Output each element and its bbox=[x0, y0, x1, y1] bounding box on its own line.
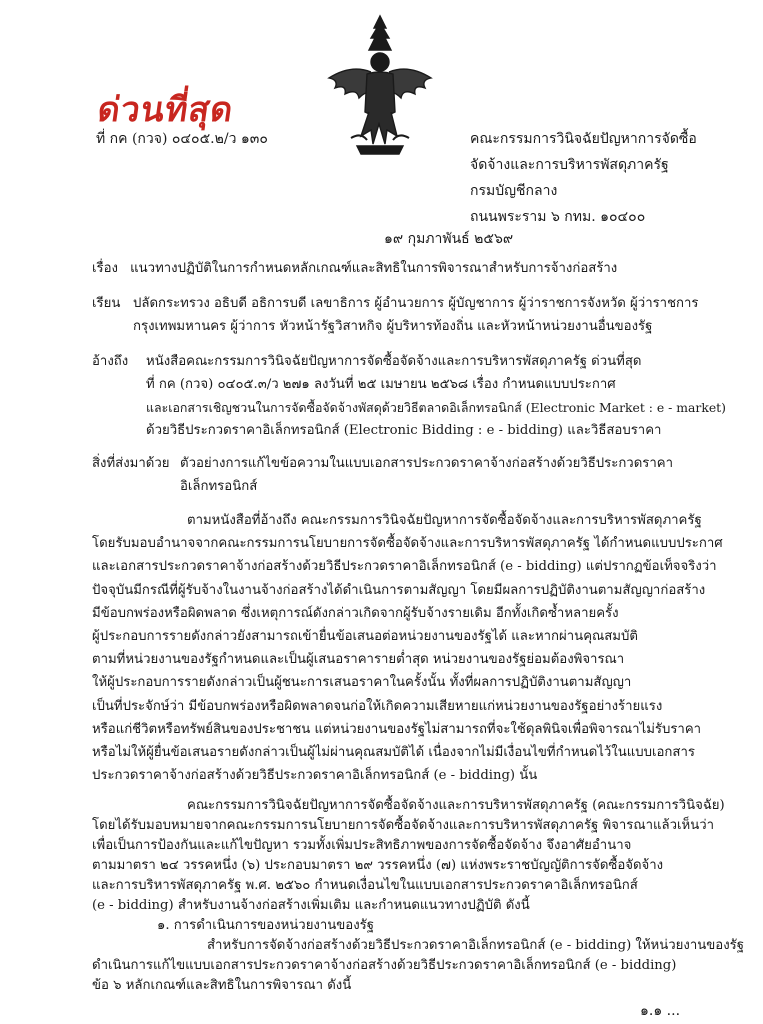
sender-line: กรมบัญชีกลาง bbox=[470, 183, 558, 199]
reference-line: ด้วยวิธีประกวดราคาอิเล็กทรอนิกส์ (Electronic Bidding : e - bidding) และวิธีสอบราคา bbox=[146, 423, 662, 438]
paragraph-line: โดยได้รับมอบหมายจากคณะกรรมการนโยบายการจัดซื้อจัดจ้างและการบริหารพัสดุภาครัฐ พิจารณาแล้วเห็นว่า bbox=[92, 818, 715, 833]
section-line: สำหรับการจัดจ้างก่อสร้างด้วยวิธีประกวดราคาอิเล็กทรอนิกส์ (e - bidding) ให้หน่วยงานของรัฐ bbox=[207, 938, 744, 953]
subject-label: เรื่อง bbox=[92, 261, 118, 276]
section-line: ข้อ ๖ หลักเกณฑ์และสิทธิในการพิจารณา ดังนี้ bbox=[92, 978, 352, 993]
sender-line: จัดจ้างและการบริหารพัสดุภาครัฐ bbox=[470, 157, 669, 173]
body-paragraph-2 bbox=[92, 796, 725, 916]
subject-row bbox=[92, 257, 617, 280]
reference-line: หนังสือคณะกรรมการวินิจฉัยปัญหาการจัดซื้อจัดจ้างและการบริหารพัสดุภาครัฐ ด่วนที่สุด bbox=[146, 354, 642, 369]
paragraph-line: หรือแก่ชีวิตหรือทรัพย์สินของประชาชน แต่หน่วยงานของรัฐไม่สามารถที่จะใช้ดุลพินิจเพื่อพิจารณาไม่รับราคา bbox=[92, 721, 702, 737]
document-number: ที่ กค (กวจ) ๐๔๐๕.๒/ว ๑๓๐ bbox=[96, 131, 268, 147]
section-1 bbox=[92, 916, 744, 996]
reference-label: อ้างถึง bbox=[92, 354, 129, 369]
sender-line: ถนนพระราม ๖ กทม. ๑๐๔๐๐ bbox=[470, 209, 646, 225]
paragraph-line: คณะกรรมการวินิจฉัยปัญหาการจัดซื้อจัดจ้างและการบริหารพัสดุภาครัฐ (คณะกรรมการวินิจฉัย) bbox=[187, 798, 725, 813]
sender-address bbox=[470, 126, 697, 230]
paragraph-line: โดยรับมอบอำนาจจากคณะกรรมการนโยบายการจัดซื้อจัดจ้างและการบริหารพัสดุภาครัฐ ได้กำหนดแบบประกาศ bbox=[92, 536, 723, 552]
paragraph-line: ประกวดราคาจ้างก่อสร้างด้วยวิธีประกวดราคาอิเล็กทรอนิกส์ (e - bidding) นั้น bbox=[92, 768, 538, 784]
body-paragraph-1 bbox=[92, 509, 723, 787]
paragraph-line: มีข้อบกพร่องหรือผิดพลาด ซึ่งเหตุการณ์ดังกล่าวเกิดจากผู้รับจ้างรายเดิม อีกทั้งเกิดซ้ำหลายครั้ง bbox=[92, 605, 619, 621]
subject-text: แนวทางปฏิบัติในการกำหนดหลักเกณฑ์และสิทธิในการพิจารณาสำหรับการจ้างก่อสร้าง bbox=[130, 261, 618, 276]
paragraph-line: และเอกสารประกวดราคาจ้างก่อสร้างด้วยวิธีประกวดราคาอิเล็กทรอนิกส์ (e - bidding) แต่ปรากฏข้อเท็จจริงว่า bbox=[92, 559, 717, 575]
garuda-emblem-icon bbox=[321, 12, 439, 158]
paragraph-line: ตามที่หน่วยงานของรัฐกำหนดและเป็นผู้เสนอราคารายต่ำสุด หน่วยงานของรัฐย่อมต้องพิจารณา bbox=[92, 652, 625, 668]
letter-date: ๑๙ กุมภาพันธ์ ๒๕๖๙ bbox=[384, 231, 514, 247]
recipient-line: ปลัดกระทรวง อธิบดี อธิการบดี เลขาธิการ ผู้อำนวยการ ผู้บัญชาการ ผู้ว่าราชการจังหวัด ผู้ว่าราชการ bbox=[133, 296, 699, 311]
section-line: ดำเนินการแก้ไขแบบเอกสารประกวดราคาจ้างก่อสร้างด้วยวิธีประกวดราคาอิเล็กทรอนิกส์ (e - bidding) bbox=[92, 958, 677, 973]
paragraph-line: เพื่อเป็นการป้องกันและแก้ไขปัญหา รวมทั้งเพิ่มประสิทธิภาพของการจัดซื้อจัดจ้าง จึงอาศัยอำนาจ bbox=[92, 838, 632, 853]
sender-line: คณะกรรมการวินิจฉัยปัญหาการจัดซื้อ bbox=[470, 131, 697, 147]
enclosure-label: สิ่งที่ส่งมาด้วย bbox=[92, 456, 170, 471]
paragraph-line: ปัจจุบันมีกรณีที่ผู้รับจ้างในงานจ้างก่อสร้างได้ดำเนินการตามสัญญา โดยมีผลการปฏิบัติงานตามสัญญาก่อสร้าง bbox=[92, 582, 706, 598]
recipient-label: เรียน bbox=[92, 296, 121, 311]
recipient-line: กรุงเทพมหานคร ผู้ว่าการ หัวหน้ารัฐวิสาหกิจ ผู้บริหารท้องถิ่น และหัวหน้าหน่วยงานอื่นของรัฐ bbox=[133, 319, 653, 334]
enclosure-line: อิเล็กทรอนิกส์ bbox=[180, 479, 258, 494]
paragraph-line: เป็นที่ประจักษ์ว่า มีข้อบกพร่องหรือผิดพลาดจนก่อให้เกิดความเสียหายแก่หน่วยงานของรัฐอย่างร้ายแรง bbox=[92, 698, 663, 714]
urgency-stamp: ด่วนที่สุด bbox=[95, 90, 237, 130]
next-page-marker: ๑.๑ ... bbox=[640, 1003, 681, 1019]
reference-line: ที่ กค (กวจ) ๐๔๐๕.๓/ว ๒๗๑ ลงวันที่ ๒๕ เมษายน ๒๕๖๘ เรื่อง กำหนดแบบประกาศ bbox=[146, 377, 616, 392]
reference-line: และเอกสารเชิญชวนในการจัดซื้อจัดจ้างพัสดุด้วยวิธีตลาดอิเล็กทรอนิกส์ (Electronic Market : e - market) bbox=[146, 400, 726, 415]
paragraph-line: ตามมาตรา ๒๔ วรรคหนึ่ง (๖) ประกอบมาตรา ๒๙ วรรคหนึ่ง (๗) แห่งพระราชบัญญัติการจัดซื้อจัดจ้าง bbox=[92, 858, 664, 873]
paragraph-line: (e - bidding) สำหรับงานจ้างก่อสร้างเพิ่มเติม และกำหนดแนวทางปฏิบัติ ดังนี้ bbox=[92, 898, 530, 913]
section-title: ๑. การดำเนินการของหน่วยงานของรัฐ bbox=[157, 918, 375, 933]
enclosure-line: ตัวอย่างการแก้ไขข้อความในแบบเอกสารประกวดราคาจ้างก่อสร้างด้วยวิธีประกวดราคา bbox=[180, 456, 673, 471]
paragraph-line: ให้ผู้ประกอบการรายดังกล่าวเป็นผู้ชนะการเสนอราคาในครั้งนั้น ทั้งที่ผลการปฏิบัติงานตามสัญญา bbox=[92, 675, 632, 691]
paragraph-line: หรือไม่ให้ผู้ยื่นข้อเสนอรายดังกล่าวเป็นผู้ไม่ผ่านคุณสมบัติได้ เนื่องจากไม่มีเงื่อนไขที่กำหนดไว้ในแบบเอกสาร bbox=[92, 745, 695, 761]
paragraph-line: และการบริหารพัสดุภาครัฐ พ.ศ. ๒๕๖๐ กำหนดเงื่อนไขในแบบเอกสารประกวดราคาอิเล็กทรอนิกส์ bbox=[92, 878, 638, 893]
paragraph-line: ตามหนังสือที่อ้างถึง คณะกรรมการวินิจฉัยปัญหาการจัดซื้อจัดจ้างและการบริหารพัสดุภาครัฐ bbox=[187, 513, 702, 528]
paragraph-line: ผู้ประกอบการรายดังกล่าวยังสามารถเข้ายื่นข้อเสนอต่อหน่วยงานของรัฐได้ และหากผ่านคุณสมบัติ bbox=[92, 629, 638, 645]
